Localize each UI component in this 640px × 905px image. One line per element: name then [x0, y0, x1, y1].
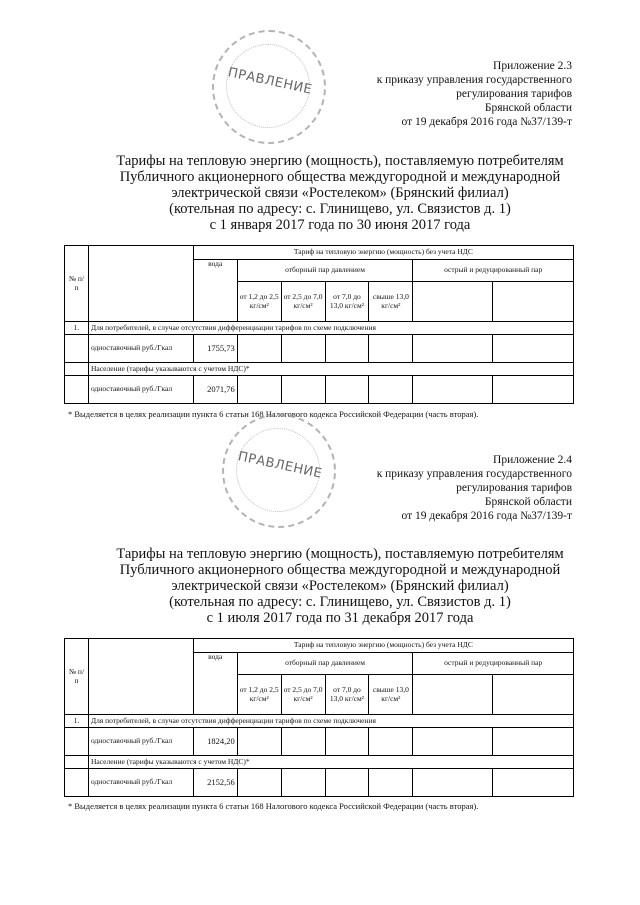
pressure-3: от 7,0 до 13,0 кг/см²: [325, 282, 369, 322]
single-rate-value: 1824,20: [193, 728, 237, 756]
single-rate-label: одноставочный руб./Гкал: [88, 728, 193, 756]
appendix-line: регулирования тарифов: [456, 88, 572, 100]
row-consumers: Для потребителей, в случае отсутствия дифференциации тарифов по схеме подключения: [88, 322, 573, 335]
title-line: Тарифы на тепловую энергию (мощность), поставляемую потребителям: [116, 546, 564, 562]
title-line: (котельная по адресу: с. Глинищево, ул. Связистов д. 1): [169, 594, 511, 610]
population-value: 2152,56: [193, 769, 237, 797]
appendix-line: Брянской области: [484, 102, 572, 114]
title-line: Публичного акционерного общества междугородной и международной: [119, 169, 561, 185]
pressure-4: свыше 13,0 кг/см²: [369, 675, 413, 715]
footnote: * Выделяется в целях реализации пункта 6 статьи 168 Налогового кодекса Российской Федерации (часть вторая).: [68, 409, 479, 419]
title-line: Публичного акционерного общества междугородной и международной: [119, 562, 561, 578]
tariff-table: [64, 638, 574, 797]
appendix-date: от 19 декабря 2016 года №37/139-т: [401, 116, 572, 128]
official-stamp: [222, 414, 336, 528]
col-sharp-steam: острый и редуцированный пар: [413, 653, 574, 675]
population-value: 2071,76: [193, 376, 237, 404]
row-number: 1.: [65, 322, 89, 335]
appendix-number: Приложение 2.3: [493, 60, 572, 72]
footnote: * Выделяется в целях реализации пункта 6 статьи 168 Налогового кодекса Российской Федерации (часть вторая).: [68, 801, 479, 811]
pressure-1: от 1,2 до 2,5 кг/см²: [237, 675, 281, 715]
tariff-header: Тариф на тепловую энергию (мощность) без учета НДС: [193, 246, 573, 260]
row-consumers: Для потребителей, в случае отсутствия дифференциации тарифов по схеме подключения: [88, 715, 573, 728]
row-population: Население (тарифы указываются с учетом НДС)*: [88, 363, 573, 376]
title-line: электрической связи «Ростелеком» (Брянский филиал): [171, 578, 509, 594]
title-period: с 1 января 2017 года по 30 июня 2017 года: [209, 217, 471, 233]
col-water: вода: [193, 260, 237, 322]
title-period: с 1 июля 2017 года по 31 декабря 2017 года: [206, 610, 474, 626]
stamp-text: ПРАВЛЕНИЕ: [236, 449, 324, 482]
stamp-text: ПРАВЛЕНИЕ: [226, 65, 314, 98]
pressure-1: от 1,2 до 2,5 кг/см²: [237, 282, 281, 322]
col-steam: отборный пар давлением: [237, 260, 413, 282]
pressure-3: от 7,0 до 13,0 кг/см²: [325, 675, 369, 715]
pressure-2: от 2,5 до 7,0 кг/см²: [281, 675, 325, 715]
document-title: [40, 546, 640, 626]
appendix-number: Приложение 2.4: [493, 454, 572, 466]
single-rate-label: одноставочный руб./Гкал: [88, 376, 193, 404]
col-steam: отборный пар давлением: [237, 653, 413, 675]
col-sharp-steam: острый и редуцированный пар: [413, 260, 574, 282]
appendix-header: [377, 453, 572, 523]
pressure-4: свыше 13,0 кг/см²: [369, 282, 413, 322]
col-water: вода: [193, 653, 237, 715]
appendix-line: Брянской области: [484, 496, 572, 508]
appendix-line: регулирования тарифов: [456, 482, 572, 494]
appendix-date: от 19 декабря 2016 года №37/139-т: [401, 510, 572, 522]
single-rate-label: одноставочный руб./Гкал: [88, 769, 193, 797]
col-number-header: № п/п: [65, 639, 89, 715]
tariff-header: Тариф на тепловую энергию (мощность) без учета НДС: [193, 639, 573, 653]
row-number: 1.: [65, 715, 89, 728]
single-rate-value: 1755,73: [193, 335, 237, 363]
single-rate-label: одноставочный руб./Гкал: [88, 335, 193, 363]
pressure-2: от 2,5 до 7,0 кг/см²: [281, 282, 325, 322]
appendix-line: к приказу управления государственного: [376, 468, 572, 480]
title-line: электрической связи «Ростелеком» (Брянский филиал): [171, 185, 509, 201]
title-line: (котельная по адресу: с. Глинищево, ул. Связистов д. 1): [169, 201, 511, 217]
appendix-line: к приказу управления государственного: [376, 74, 572, 86]
title-line: Тарифы на тепловую энергию (мощность), поставляемую потребителям: [116, 153, 564, 169]
row-population: Население (тарифы указываются с учетом НДС)*: [88, 756, 573, 769]
col-number-header: № п/п: [65, 246, 89, 322]
